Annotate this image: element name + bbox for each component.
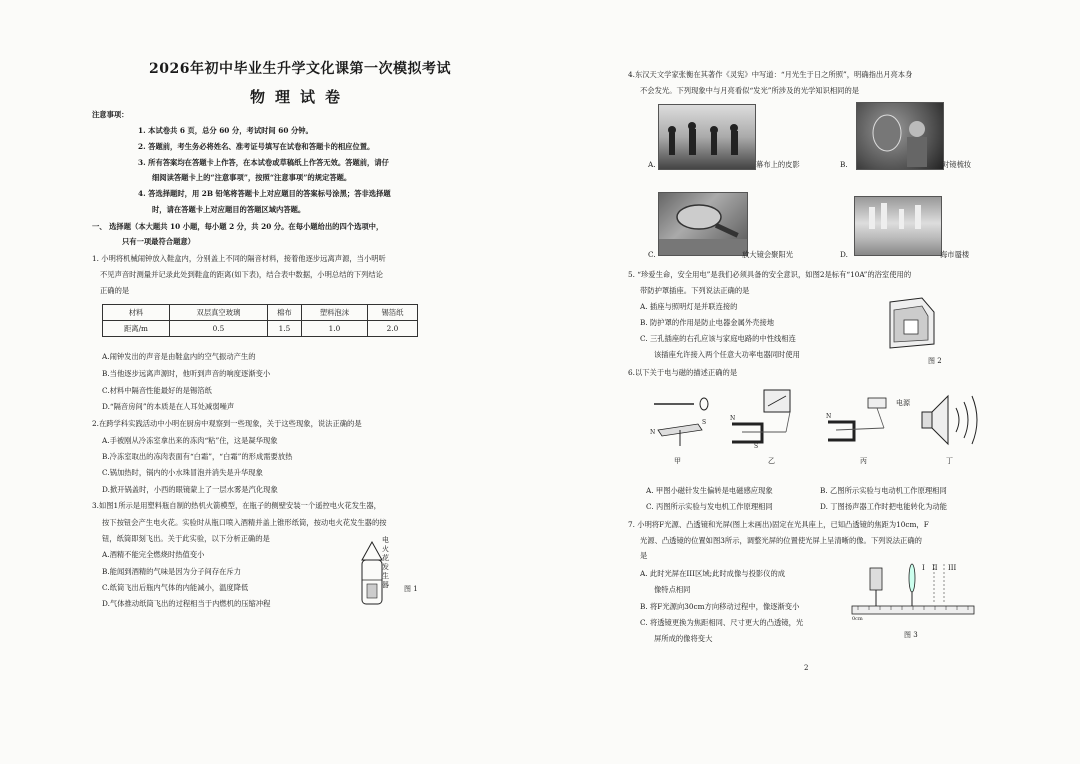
- q3-option-a: A.酒精不能完全燃烧时热值变小: [102, 550, 205, 559]
- q1-stem-3: 正确的是: [100, 286, 130, 295]
- table-cell: 1.5: [267, 321, 301, 337]
- q5-stem-1: 5. “珍爱生命，安全用电”是我们必须具备的安全意识，如图2是标有“10A”的浴室使用的: [628, 270, 912, 279]
- q4-option-d-letter: D.: [840, 250, 848, 259]
- q4-option-c-text: 放大镜会聚阳光: [742, 250, 794, 259]
- table-header-cell: 棉布: [267, 305, 301, 321]
- q7-stem-1: 7. 小明将F光源、凸透镜和光屏(图上未画出)固定在光具座上，已知凸透镜的焦距为10cm，F: [628, 520, 929, 529]
- table-cell: 2.0: [367, 321, 417, 337]
- magnet-wire-figure: [728, 388, 808, 450]
- q4-option-a-text: 幕布上的皮影: [756, 160, 800, 169]
- q6-option-a: A. 甲图小磁针发生偏转是电磁感应现象: [646, 486, 773, 495]
- region-label-1: I: [922, 564, 925, 572]
- svg-text:N: N: [650, 429, 656, 436]
- notice-heading: 注意事项：: [92, 110, 129, 119]
- region-label-3: III: [948, 564, 957, 572]
- exam-subtitle: 物理试卷: [249, 88, 350, 106]
- q1-table: [102, 304, 418, 337]
- svg-text:S: S: [754, 443, 759, 450]
- region-label-2: II: [932, 564, 938, 572]
- svg-text:S: S: [702, 419, 707, 426]
- table-header-cell: 双层真空玻璃: [170, 305, 268, 321]
- q7-stem-3: 是: [640, 551, 648, 560]
- page-number: 2: [804, 664, 809, 672]
- q4-option-c-letter: C.: [648, 250, 656, 259]
- q6-option-b: B. 乙图所示实验与电动机工作原理相同: [820, 486, 947, 495]
- notice-2: 2. 答题前，考生务必将姓名、准考证号填写在试卷和答题卡的相应位置。: [138, 142, 375, 151]
- notice-1: 1. 本试卷共 6 页，总分 60 分，考试时间 60 分钟。: [138, 126, 313, 135]
- notice-3-cont: 细阅读答题卡上的“注意事项”，按照“注意事项”的规定答题。: [152, 173, 352, 182]
- fig2-label: 图 2: [928, 357, 942, 365]
- q1-stem-1: 1. 小明将机械闹钟放入鞋盒内，分别盖上不同的隔音材料，接着他逐步远离声源，当小明听: [92, 254, 386, 263]
- loudspeaker-figure: [918, 388, 984, 452]
- magnifier-sunlight-photo: [658, 192, 748, 256]
- exam-title: 2026年初中毕业生升学文化课第一次模拟考试: [149, 61, 451, 77]
- q4-option-a-letter: A.: [648, 160, 656, 169]
- q7-option-c: C. 将透镜更换为焦距相同、尺寸更大的凸透镜，光: [640, 618, 804, 627]
- table-row: [103, 321, 418, 337]
- power-supply-label: 电源: [896, 399, 910, 407]
- q4-option-b-letter: B.: [840, 160, 848, 169]
- q3-stem-2: 按下按钮会产生电火花。实验时从瓶口喷入酒精并盖上锥形纸筒，按动电火花发生器的按: [102, 518, 387, 527]
- q1-option-b: B.当他逐步远离声源时，他听到声音的响度逐渐变小: [102, 369, 271, 378]
- q1-stem-2: 不见声音时测量并记录此处到鞋盒的距离(如下表)，结合表中数据，小明总结的下列结论: [100, 270, 383, 279]
- q1-option-d: D.“隔音房间”的本质是在人耳处减弱噪声: [102, 402, 235, 411]
- section-heading: 一、 选择题（本大题共 10 小题，每小题 2 分，共 20 分。在每小题给出的四个选项中，: [92, 222, 384, 231]
- mirage-photo: [854, 196, 942, 256]
- q2-option-b: B.冷冻室取出的冻肉表面有“白霜”，“白霜”的形成需要放热: [102, 452, 293, 461]
- compass-needle-figure: [648, 390, 714, 448]
- section-heading-cont: 只有一项最符合题意）: [122, 237, 195, 246]
- notice-4: 4. 答选择题时，用 2B 铅笔将答题卡上对应题目的答案标号涂黑；答非选择题: [138, 189, 391, 198]
- ruler-start-label: 0cm: [852, 616, 863, 622]
- shadow-puppet-photo: [658, 104, 756, 170]
- q5-option-c: C. 三孔插座的右孔应该与家庭电路的中性线相连: [640, 334, 796, 343]
- table-header-cell: 塑料泡沫: [301, 305, 367, 321]
- q3-stem-3: 钮，纸筒即刻飞出。关于此实验，以下分析正确的是: [102, 534, 270, 543]
- optical-bench-figure: [848, 556, 978, 626]
- q7-option-a: A. 此时光屏在III区域;此时成像与投影仪的成: [640, 569, 786, 578]
- table-header-row: [103, 305, 418, 321]
- q4-option-b-text: 对镜梳妆: [942, 160, 972, 169]
- table-row-label: 距离/m: [103, 321, 170, 337]
- svg-text:N: N: [730, 415, 736, 422]
- table-header-cell: 材料: [103, 305, 170, 321]
- q3-stem-1: 3.如图1所示是用塑料瓶自制的热机火箭模型，在瓶子的侧壁安装一个遥控电火花发生器，: [92, 501, 381, 510]
- mirror-makeup-photo: [856, 102, 944, 170]
- fig6-label-jia: 甲: [674, 457, 681, 465]
- table-cell: 1.0: [301, 321, 367, 337]
- fig1-label: 图 1: [404, 585, 418, 593]
- q1-option-c: C.材料中隔音性能最好的是锡箔纸: [102, 386, 212, 395]
- table-cell: 0.5: [170, 321, 268, 337]
- q3-option-d: D.气体推动纸筒飞出的过程相当于内燃机的压缩冲程: [102, 599, 271, 608]
- fig6-label-ding: 丁: [946, 457, 953, 465]
- q5-option-a: A. 插座与照明灯是并联连接的: [640, 302, 738, 311]
- q4-option-d-text: 海市蜃楼: [940, 250, 970, 259]
- q7-option-c-cont: 屏所成的像将变大: [654, 634, 713, 643]
- table-header-cell: 锡箔纸: [367, 305, 417, 321]
- q2-option-d: D.掀开锅盖时，小西的眼镜蒙上了一层水雾是汽化现象: [102, 485, 278, 494]
- q2-option-c: C.锅加热时，锅内的小水珠冒泡并消失是升华现象: [102, 468, 263, 477]
- q4-stem-1: 4.东汉天文学家张衡在其著作《灵宪》中写道：“月光生于日之所照”，明确指出月亮本身: [628, 70, 913, 79]
- q2-stem: 2.在跨学科实践活动中小明在厨房中观察到一些现象，关于这些现象，说法正确的是: [92, 419, 362, 428]
- q5-option-b: B. 防护罩的作用是防止电器金属外壳接地: [640, 318, 775, 327]
- q6-option-c: C. 丙图所示实验与发电机工作原理相同: [646, 502, 773, 511]
- q6-option-d: D. 丁图扬声器工作时把电能转化为动能: [820, 502, 947, 511]
- q3-option-c: C.纸筒飞出后瓶内气体的内能减小，温度降低: [102, 583, 249, 592]
- q7-option-a-cont: 像特点相同: [654, 585, 691, 594]
- fig6-label-yi: 乙: [768, 457, 775, 465]
- protected-socket-figure: [882, 296, 940, 352]
- q4-stem-2: 不会发光。下列现象中与月亮看似“发光”所涉及的光学知识相同的是: [640, 86, 860, 95]
- q3-option-b: B.能闻到酒精的气味是因为分子间存在斥力: [102, 567, 242, 576]
- fig3-label: 图 3: [904, 631, 918, 639]
- fig6-label-bing: 丙: [860, 457, 867, 465]
- q7-option-b: B. 将F光源向30cm方向移动过程中，像逐渐变小: [640, 602, 800, 611]
- q5-stem-2: 带防护罩插座。下列说法正确的是: [640, 286, 750, 295]
- svg-text:N: N: [826, 413, 832, 420]
- q1-option-a: A.闹钟发出的声音是由鞋盒内的空气振动产生的: [102, 352, 256, 361]
- notice-3: 3. 所有答案均在答题卡上作答，在本试卷或草稿纸上作答无效。答题前，请仔: [138, 158, 389, 167]
- q6-stem: 6.以下关于电与磁的描述正确的是: [628, 368, 738, 377]
- q2-option-a: A.手被刚从冷冻室拿出来的冻肉“粘”住，这是凝华现象: [102, 436, 278, 445]
- notice-4-cont: 时，请在答题卡上对应题目的答题区域内答题。: [152, 205, 306, 214]
- q7-stem-2: 光源、凸透镜的位置如图3所示，调整光屏的位置使光屏上呈清晰的像。下列说法正确的: [640, 536, 922, 545]
- spark-generator-label: 电火花发生器: [382, 536, 389, 589]
- q5-option-c-cont: 该插座允许接入两个任意大功率电器同时使用: [654, 350, 800, 359]
